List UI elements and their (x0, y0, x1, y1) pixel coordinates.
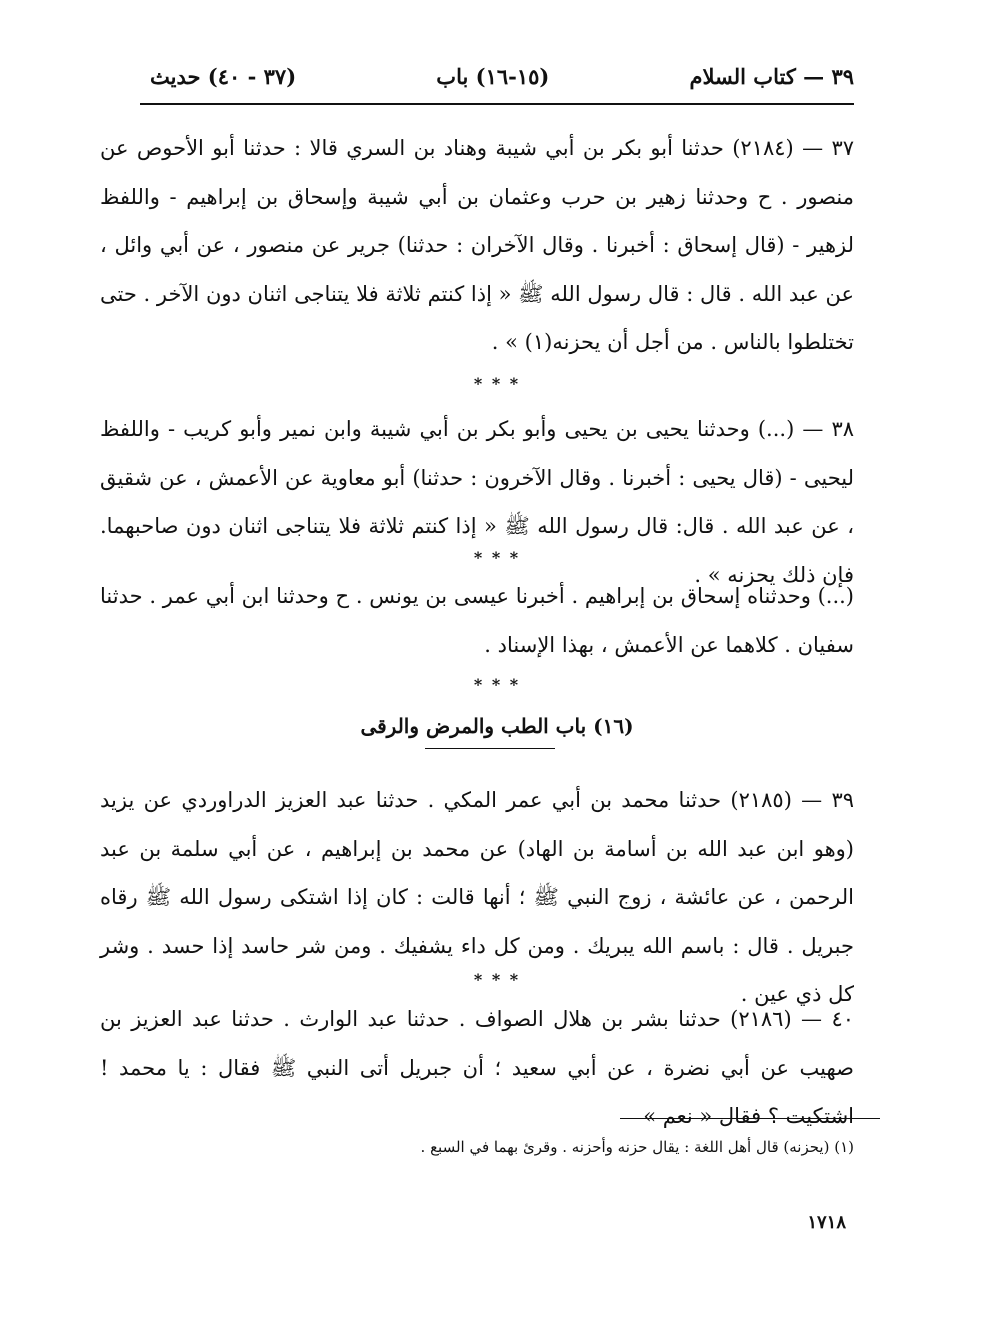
hadith-38: ٣٨ — (...) وحدثنا يحيى بن يحيى وأبو بكر بن أبي شيبة وابن نمير وأبو كريب - واللفظ ليحيى - (قال يحيى : أخبرنا . وقال الآخرون : حدثنا) أبو معاوية عن الأعمش ، عن شقيق ، عن عبد الله . قال: قال رسول الله ﷺ « إذا كنتم ثلاثة فلا يتناجى اثنان دون صاحبهما. فإن ذلك يحزنه » . (100, 417, 854, 587)
footnote-divider (620, 1118, 880, 1119)
hadith-38-variant: (...) وحدثناه إسحاق بن إبراهيم . أخبرنا عيسى بن يونس . ح وحدثنا ابن أبي عمر . حدثنا سفيان . كلاهما عن الأعمش ، بهذا الإسناد . (100, 584, 854, 657)
footnote: (١) (يحزنه) قال أهل اللغة : يقال حزنه وأحزنه . وقرئ بهما في السبع . (420, 1138, 854, 1156)
header-chapter-range: (١٥-١٦) باب (436, 63, 550, 89)
header-divider (140, 103, 854, 105)
section-stars-1: * * * (473, 374, 521, 393)
header-hadith-range: (٣٧ - ٤٠) حديث (150, 63, 297, 89)
running-header (150, 58, 854, 94)
section-stars-3: * * * (473, 675, 521, 694)
chapter-title-underline (425, 748, 555, 749)
hadith-40: ٤٠ — (٢١٨٦) حدثنا بشر بن هلال الصواف . حدثنا عبد الوارث . حدثنا عبد العزيز بن صهيب عن أبي نضرة ، عن أبي سعيد ؛ أن جبريل أتى النبي ﷺ فقال : يا محمد ! اشتكيت ؟ فقال « نعم » (100, 1007, 855, 1128)
section-stars-2: * * * (473, 548, 521, 567)
hadith-37: ٣٧ — (٢١٨٤) حدثنا أبو بكر بن أبي شيبة وهناد بن السري قالا : حدثنا أبو الأحوص عن منصور . ح وحدثنا زهير بن حرب وعثمان بن أبي شيبة وإسحاق بن إبراهيم - واللفظ لزهير - (قال إسحاق : أخبرنا . وقال الآخران : حدثنا) جرير عن منصور ، عن أبي وائل ، عن عبد الله . قال : قال رسول الله ﷺ « إذا كنتم ثلاثة فلا يتناجى اثنان دون الآخر . حتى تختلطوا بالناس . من أجل أن يحزنه(١) » . (100, 136, 855, 354)
chapter-title: (١٦) باب الطب والمرض والرقى (360, 714, 634, 738)
section-stars-4: * * * (473, 970, 521, 989)
hadith-39: ٣٩ — (٢١٨٥) حدثنا محمد بن أبي عمر المكي . حدثنا عبد العزيز الدراوردي عن يزيد (وهو ابن عبد الله بن أسامة بن الهاد) عن محمد بن إبراهيم ، عن أبي سلمة بن عبد الرحمن ، عن عائشة ، زوج النبي ﷺ ؛ أنها قالت : كان إذا اشتكى رسول الله ﷺ رقاه جبريل . قال : باسم الله يبريك . ومن كل داء يشفيك . ومن شر حاسد إذا حسد . وشر كل ذي عين . (100, 788, 855, 1006)
page-number: ١٧١٨ (807, 1212, 846, 1233)
header-book-title: ٣٩ — كتاب السلام (689, 63, 854, 89)
